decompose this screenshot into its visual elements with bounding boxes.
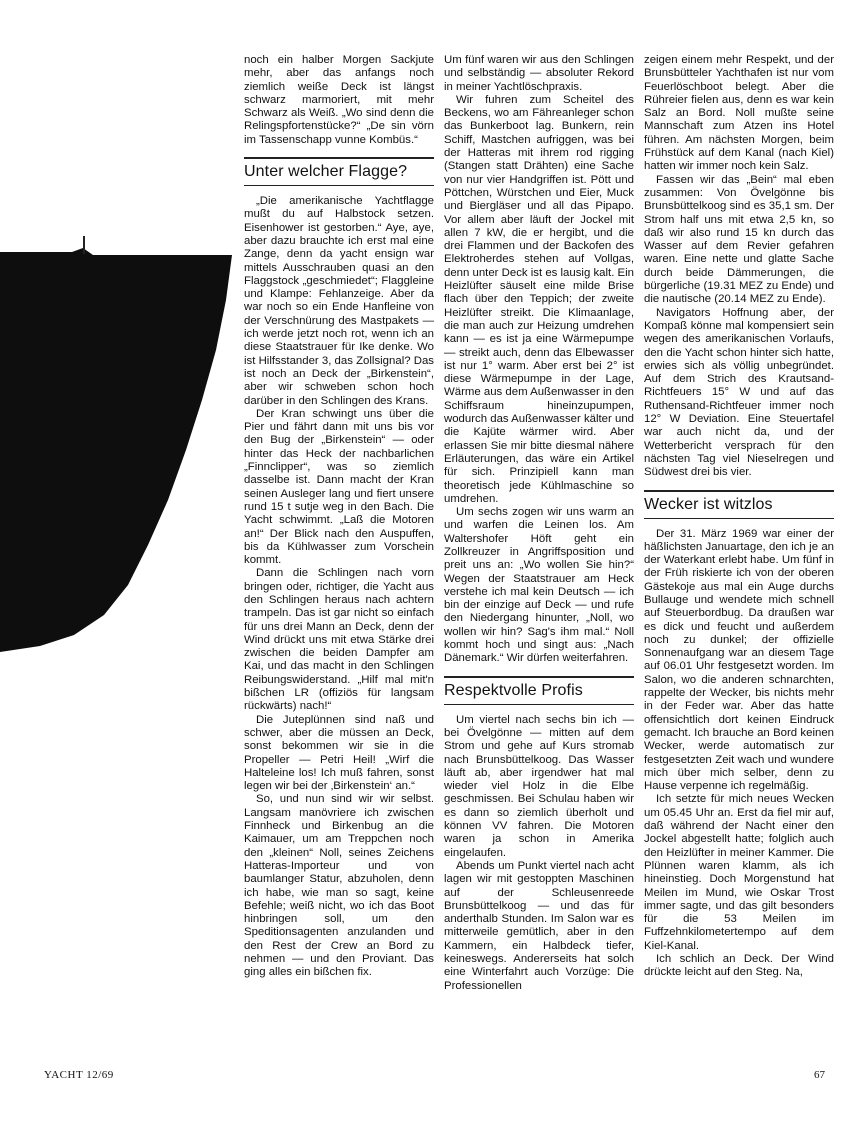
paragraph: Fassen wir das „Bein“ mal eben zusammen: Von Övelgönne bis Brunsbüttelkoog sind es 35,1 sm. Der Strom half uns mit etwa 2,5 kn, so daß wir also rund 15 kn durch das Wasser auf dem Revier gefahren waren. Eine nette und glatte Sache durch beide Dämmerungen, die bürgerliche (19.31 MEZ zu Ende) und die nautische (20.14 MEZ zu Ende). (644, 173, 834, 306)
page-number: 67 (814, 1069, 825, 1081)
section-heading-block (444, 676, 634, 705)
heading-rule (444, 676, 634, 678)
paragraph: Wir fuhren zum Scheitel des Beckens, wo am Fähreanleger schon das Bunkerboot lag. Bunkern, rein Schiff, Mastchen aufriggen, was bei der Hatteras mit ihrem rod rigging (Stangen statt Drähten) eine Sache von nur vier Handgriffen ist. Pött und Pöttchen, Würstchen und Eier, Muck und Biergläser und all das Pipapo. Vor allem aber läuft der Jockel mit allen 7 kW, die er hergibt, und die drei Flammen und der Backofen des Elektroherdes stehen auf Vollgas, denn unter Deck ist es lausig kalt. Ein Heizlüfter säuselt eine milde Brise flach über den Teppich; der zweite Heizlüfter streikt. Die Klimaanlage, die man auch zur Heizung umdrehen kann — es ist ja eine Wärmepumpe — streikt auch, denn das Elbewasser ist nur 1° warm. Aber erst bei 2° ist diese Wärmepumpe in der Lage, Wärme aus dem Außenwasser in den Schiffsraum hineinzupumpen, wodurch das Außenwasser kälter und die Kajüte wärmer wird. Aber erlassen Sie mir bitte diesmal nähere Erläuterungen, das wäre ein Artikel für sich. Prinzipiell kann man theoretisch jede Kühlmaschine so umdrehen. (444, 93, 634, 505)
section-heading-block (244, 157, 434, 186)
text-column-3 (644, 54, 834, 980)
paragraph: Ich setzte für mich neues Wecken um 05.45 Uhr an. Erst da fiel mir auf, daß während der Nacht einer den Jockel abgestellt hatte; folglich auch den Heizlüfter in meiner Kammer. Die Plünnen waren klamm, als ich hineinstieg. Doch Morgenstund hat Meilen im Mund, wie Oskar Trost immer sagte, und das gilt besonders für die 53 Meilen im Fuffzehnkilometertempo auf dem Kiel-Kanal. (644, 793, 834, 952)
paragraph: Um viertel nach sechs bin ich — bei Övelgönne — mitten auf dem Strom und gehe auf Kurs stromab nach Brunsbüttelkoog. Das Wasser läuft ab, aber irgendwer hat mal wieder viel Holz in die Elbe geschmissen. Bei Schulau haben wir es dann so ziemlich überholt und können VV fahren. Die Motoren waren ja schon in Amerika eingelaufen. (444, 713, 634, 859)
heading-rule (644, 518, 834, 519)
paragraph: Abends um Punkt viertel nach acht lagen wir mit gestoppten Maschinen auf der Schleusenreede Brunsbüttelkoog — und das für anderthalb Stunden. Im Salon war es mitterweile gemütlich, aber in den Kammern, ein Halbdeck tiefer, keineswegs. Andererseits hat solch eine Winterfahrt auch Vorzüge: Die Professionellen (444, 859, 634, 992)
heading-rule (644, 490, 834, 492)
paragraph: So, und nun sind wir wir selbst. Langsam manövriere ich zwischen Finnheck und Birkenbug an die Kaimauer, um am Treppchen noch den „kleinen“ Noll, seines Zeichens Hatteras-Importeur und von baumlanger Statur, abzuholen, denn ich habe, wie man so sagt, keine Befehle; weiß nicht, wo ich das Boot hinbringen soll, um den Speditionsagenten anzulanden und den Rest der Crew an Bord zu nehmen — und den Proviant. Das ging alles ein bißchen fix. (244, 793, 434, 979)
paragraph: Ich schlich an Deck. Der Wind drückte leicht auf den Steg. Na, (644, 953, 834, 979)
paragraph: Um sechs zogen wir uns warm an und warfen die Leinen los. Am Waltershofer Höft geht ein Zollkreuzer in Angriffsposition und preit uns an: „Wo wollen Sie hin?“ Wegen der Staatstrauer am Heck verstehe ich mal kein Deutsch — ich bin der einzige auf Deck — und rufe den Niedergang hinunter, „Noll, wo wollen wir hin? Sag's ihm mal.“ Noll kommt hoch und singt aus: „Nach Dänemark.“ Wir dürfen weiterfahren. (444, 506, 634, 665)
paragraph: Navigators Hoffnung aber, der Kompaß könne mal kompensiert sein wegen des amerikanischen Vorlaufs, den die Yacht schon hinter sich hatte, erwies sich als völlig unbegründet. Auf dem Strich des Krautsand-Richtfeuers 15° W und auf das Ruthensand-Richtfeuer immer noch 12° W Deviation. Eine Steuertafel war auch nicht da, und der Wetterbericht versprach für den nächsten Tag viel Nieselregen und Südwest drei bis vier. (644, 306, 834, 479)
section-heading-block (644, 490, 834, 519)
section-heading: Unter welcher Flagge? (244, 163, 408, 181)
paragraph: Um fünf waren wir aus den Schlingen und selbständig — absoluter Rekord in meiner Yachtlöschpraxis. (444, 54, 634, 93)
text-column-1 (244, 54, 434, 980)
text-column-2 (444, 54, 634, 993)
section-heading: Wecker ist witzlos (644, 495, 773, 513)
paragraph: Dann die Schlingen nach vorn bringen oder, richtiger, die Yacht aus den Schlingen heraus nach achtern trampeln. Das ist gar nicht so einfach für uns drei Mann an Deck, denn der Wind drückt uns mit etwa Stärke drei zwischen die beiden Dampfer am Kai, und das macht in den Schlingen Reibungswiderstand. „Hilf mal mit'n bißchen LR (offiziös für langsam rückwärts) nach!“ (244, 567, 434, 713)
paragraph: noch ein halber Morgen Sackjute mehr, aber das anfangs noch ziemlich weiße Deck ist längst schwarz marmoriert, mit mehr Schwarz als Weiß. „Wo sind denn die Relingspfortenstücke?“ „De sin vörn im Tassenschapp vunne Kombüs.“ (244, 54, 434, 146)
paragraph: Der Kran schwingt uns über die Pier und fährt dann mit uns bis vor den Bug der „Birkenstein“ — oder hinter das Heck der nachbarlichen „Finnclipper“, was so ziemlich dasselbe ist. Dann macht der Kran seinen Ausleger lang und fiert unsere rund 15 t sutje weg in den Bach. Die Yacht schwimmt. „Laß die Motoren an!“ Der Blick nach den Auspuffen, bis da Kühlwasser zum Vorschein kommt. (244, 407, 434, 567)
paragraph: zeigen einem mehr Respekt, und der Brunsbütteler Yachthafen ist nur vom Feuerlöschboot belegt. Aber die Rühreier fielen aus, denn es war kein Salz an Bord. Noll mußte seine Mannschaft zum Atzen ins Hotel führen. Am nächsten Morgen, beim Frühstück auf dem Kanal (nach Kiel) hatten wir immer noch kein Salz. (644, 54, 834, 173)
paragraph: Der 31. März 1969 war einer der häßlichsten Januartage, den ich je an der Waterkant erlebt habe. Um fünf in der Früh riskierte ich von der oberen Gästekoje aus mal ein Auge durchs Bullauge und wendete mich schnell auf Steuerbordbug. Da draußen war es dick und feucht und außerdem noch zu dunkel; der offizielle Sonnenaufgang war an diesem Tage auf 06.01 Uhr festgesetzt worden. Im Salon, wo die anderen schnarchten, rappelte der Wecker, bis nichts mehr in der Feder war. Aber das hatte offensichtlich dort keinen Eindruck gemacht. Ich brauche an Bord keinen Wecker, werde automatisch zur festgesetzten Zeit wach und wundere mich über mich selber, denn zu Hause verpenne ich regelmäßig. (644, 527, 834, 793)
heading-rule (244, 185, 434, 186)
paragraph: „Die amerikanische Yachtflagge mußt du auf Halbstock setzen. Eisenhower ist gestorben.“ Aye, aye, aber dazu brauchte ich erst mal eine Zange, denn da yacht ensign war mittels Ausschrauben quasi an den Flaggstock „geschmiedet“; Flaggleine und Klampe: Fehlanzeige. Aber da war noch so ein Ende Hanfleine von der Verschnürung des Mastpakets — ich werde jetzt noch rot, wenn ich an diese Staatstrauer für Ike denke. Wo ist Hilfsstander 3, das Zollsignal? Das ist noch an Deck der „Birkenstein“, aber wir schweben schon hoch darüber in den Schlingen des Krans. (244, 195, 434, 407)
section-heading: Respektvolle Profis (444, 681, 583, 699)
magazine-issue-label: YACHT 12/69 (44, 1069, 114, 1081)
heading-rule (244, 157, 434, 159)
heading-rule (444, 704, 634, 705)
yacht-hull-photo (0, 0, 240, 720)
paragraph: Die Juteplünnen sind naß und schwer, aber die müssen an Deck, sonst bekommen wir sie in die Propeller — Petri Heil! „Wirf die Halteleine los! Ich muß fahren, sonst legen wir bei der ‚Birkenstein‘ an.“ (244, 713, 434, 793)
